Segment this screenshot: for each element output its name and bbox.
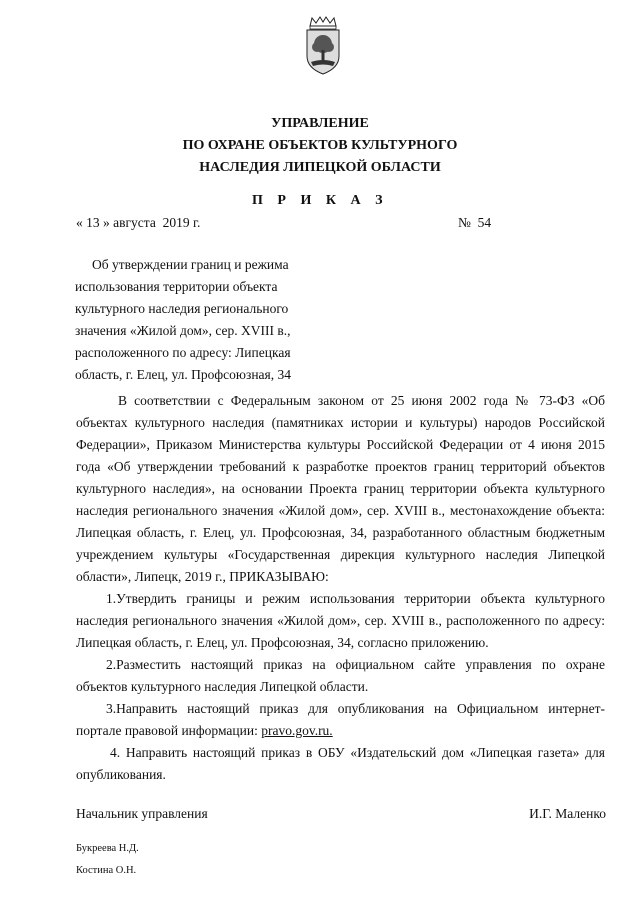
issuer-header [0, 113, 640, 179]
document-date: « 13 » августа 2019 г. [76, 215, 201, 230]
pravo-gov-link[interactable]: pravo.gov.ru. [261, 723, 333, 738]
order-item-4: 4. Направить настоящий приказ в ОБУ «Издательский дом «Липецкая газета» для опубликования. [76, 745, 605, 782]
issuer-line-2: ПО ОХРАНЕ ОБЪЕКТОВ КУЛЬТУРНОГО [182, 138, 458, 153]
order-item-1: 1.Утвердить границы и режим использования территории объекта культурного наследия регионального значения «Жилой дом», сер. XVIII в., расположенного по адресу: Липецкая область, г. Елец, ул. Профсоюзная, 34, согласно приложению. [76, 591, 605, 650]
signatory-position: Начальник управления [76, 806, 208, 821]
executor-name: Букреева Н.Д. [76, 843, 139, 854]
subject-line: использования территории объекта [75, 279, 278, 294]
order-item-3-text: 3.Направить настоящий приказ для опубликования на Официальном интернет-портале правовой информации: [76, 701, 605, 738]
document-subject [75, 254, 345, 386]
issuer-line-3: НАСЛЕДИЯ ЛИПЕЦКОЙ ОБЛАСТИ [199, 160, 441, 175]
order-item-2: 2.Разместить настоящий приказ на официальном сайте управления по охране объектов культурного наследия Липецкой области. [76, 657, 605, 694]
subject-line: Об утверждении границ и режима [92, 257, 289, 272]
lipetsk-coat-of-arms-icon [302, 16, 344, 76]
issuer-line-1: УПРАВЛЕНИЕ [271, 116, 369, 131]
document-body [76, 390, 605, 786]
subject-line: культурного наследия регионального [75, 301, 289, 316]
subject-line: расположенного по адресу: Липецкая [75, 345, 291, 360]
document-type: П Р И К А З [252, 193, 388, 208]
executor-name: Костина О.Н. [76, 865, 137, 876]
document-number: № 54 [458, 215, 492, 230]
signatory-name: И.Г. Маленко [529, 806, 606, 821]
order-item-3 [76, 698, 605, 742]
subject-line: значения «Жилой дом», сер. XVIII в., [75, 323, 291, 338]
subject-line: область, г. Елец, ул. Профсоюзная, 34 [75, 367, 291, 382]
preamble-paragraph: В соответствии с Федеральным законом от 25 июня 2002 года № 73-ФЗ «Об объектах культурного наследия (памятниках истории и культуры) народов Российской Федерации», Приказом Министерства культуры Российской Федерации от 4 июня 2015 года «Об утверждении требований к разработке проектов границ территорий объектов культурного наследия», на основании Проекта границ территории объекта культурного наследия регионального значения «Жилой дом», сер. XVIII в., местонахождение объекта: Липецкая область, г. Елец, ул. Профсоюзная, 34, разработанного областным бюджетным учреждением культуры «Государственная дирекция культурного наследия Липецкой области», Липецк, 2019 г., ПРИКАЗЫВАЮ: [76, 393, 605, 584]
executors-list [76, 838, 139, 882]
